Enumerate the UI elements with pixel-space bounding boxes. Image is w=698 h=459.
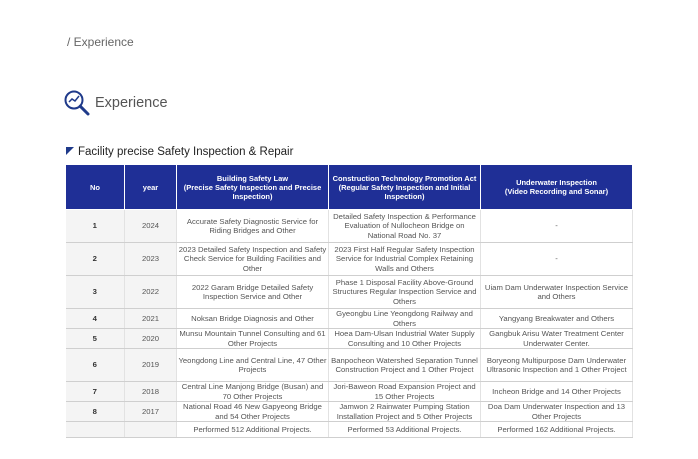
cell-underwater: Boryeong Multipurpose Dam Underwater Ultrasonic Inspection and 1 Other Project — [481, 349, 633, 382]
cell-construction-tech: Jamwon 2 Rainwater Pumping Station Installation Project and 5 Other Projects — [329, 402, 481, 422]
cell-year: 2024 — [125, 210, 177, 243]
cell-construction-tech: Banpocheon Watershed Separation Tunnel Construction Project and 1 Other Project — [329, 349, 481, 382]
cell-building-safety: Yeongdong Line and Central Line, 47 Other Projects — [177, 349, 329, 382]
header-no: No — [66, 165, 125, 210]
section-title: Experience — [95, 95, 168, 111]
cell-underwater: - — [481, 210, 633, 243]
cell-construction-tech: Jori-Baweon Road Expansion Project and 15 Other Projects — [329, 382, 481, 402]
cell-no: 6 — [66, 349, 125, 382]
table-row — [66, 210, 633, 243]
cell-construction-tech: Detailed Safety Inspection & Performance Evaluation of Nullocheon Bridge on National Road No. 37 — [329, 210, 481, 243]
cell-building-safety: Central Line Manjong Bridge (Busan) and 70 Other Projects — [177, 382, 329, 402]
cell-no: 2 — [66, 243, 125, 276]
cell-year: 2020 — [125, 329, 177, 349]
cell-year: 2019 — [125, 349, 177, 382]
table-row — [66, 422, 633, 438]
cell-building-safety: 2023 Detailed Safety Inspection and Safety Check Service for Building Facilities and Other — [177, 243, 329, 276]
cell-year: 2023 — [125, 243, 177, 276]
cell-construction-tech: Gyeongbu Line Yeongdong Railway and Others — [329, 309, 481, 329]
cell-building-safety: Performed 512 Additional Projects. — [177, 422, 329, 438]
table-row — [66, 276, 633, 309]
header-construction-tech-act: Construction Technology Promotion Act (Regular Safety Inspection and Initial Inspection) — [329, 165, 481, 210]
cell-building-safety: Accurate Safety Diagnostic Service for Riding Bridges and Other — [177, 210, 329, 243]
table-row — [66, 243, 633, 276]
cell-building-safety: Noksan Bridge Diagnosis and Other — [177, 309, 329, 329]
cell-building-safety: 2022 Garam Bridge Detailed Safety Inspection Service and Other — [177, 276, 329, 309]
cell-no: 3 — [66, 276, 125, 309]
cell-underwater: - — [481, 243, 633, 276]
table-row — [66, 329, 633, 349]
header-year: year — [125, 165, 177, 210]
table-header-row — [66, 165, 633, 210]
cell-no: 4 — [66, 309, 125, 329]
cell-underwater: Doa Dam Underwater Inspection and 13 Other Projects — [481, 402, 633, 422]
cell-year: 2022 — [125, 276, 177, 309]
table-row — [66, 402, 633, 422]
cell-underwater: Uiam Dam Underwater Inspection Service and Others — [481, 276, 633, 309]
cell-no — [66, 422, 125, 438]
search-chart-icon — [63, 89, 91, 117]
cell-underwater: Performed 162 Additional Projects. — [481, 422, 633, 438]
cell-no: 7 — [66, 382, 125, 402]
table-row — [66, 349, 633, 382]
triangle-marker-icon — [66, 147, 74, 155]
cell-construction-tech: Phase 1 Disposal Facility Above-Ground Structures Regular Inspection Service and Others — [329, 276, 481, 309]
cell-no: 1 — [66, 210, 125, 243]
cell-underwater: Gangbuk Arisu Water Treatment Center Underwater Center. — [481, 329, 633, 349]
cell-year: 2017 — [125, 402, 177, 422]
table-caption — [66, 146, 293, 158]
header-underwater-inspection: Underwater Inspection (Video Recording and Sonar) — [481, 165, 633, 210]
table-caption-text: Facility precise Safety Inspection & Repair — [78, 146, 294, 158]
breadcrumb: / Experience — [67, 35, 134, 49]
cell-construction-tech: 2023 First Half Regular Safety Inspection Service for Industrial Complex Retaining Walls and Others — [329, 243, 481, 276]
table-row — [66, 309, 633, 329]
cell-no: 8 — [66, 402, 125, 422]
section-header — [63, 89, 168, 117]
cell-year: 2018 — [125, 382, 177, 402]
header-building-safety-law: Building Safety Law (Precise Safety Inspection and Precise Inspection) — [177, 165, 329, 210]
experience-table — [65, 164, 633, 438]
cell-no: 5 — [66, 329, 125, 349]
cell-year: 2021 — [125, 309, 177, 329]
cell-construction-tech: Hoea Dam-Ulsan Industrial Water Supply Consulting and 10 Other Projects — [329, 329, 481, 349]
cell-construction-tech: Performed 53 Additional Projects. — [329, 422, 481, 438]
table-row — [66, 382, 633, 402]
cell-underwater: Yangyang Breakwater and Others — [481, 309, 633, 329]
cell-year — [125, 422, 177, 438]
cell-building-safety: Munsu Mountain Tunnel Consulting and 61 Other Projects — [177, 329, 329, 349]
cell-building-safety: National Road 46 New Gapyeong Bridge and 54 Other Projects — [177, 402, 329, 422]
cell-underwater: Incheon Bridge and 14 Other Projects — [481, 382, 633, 402]
